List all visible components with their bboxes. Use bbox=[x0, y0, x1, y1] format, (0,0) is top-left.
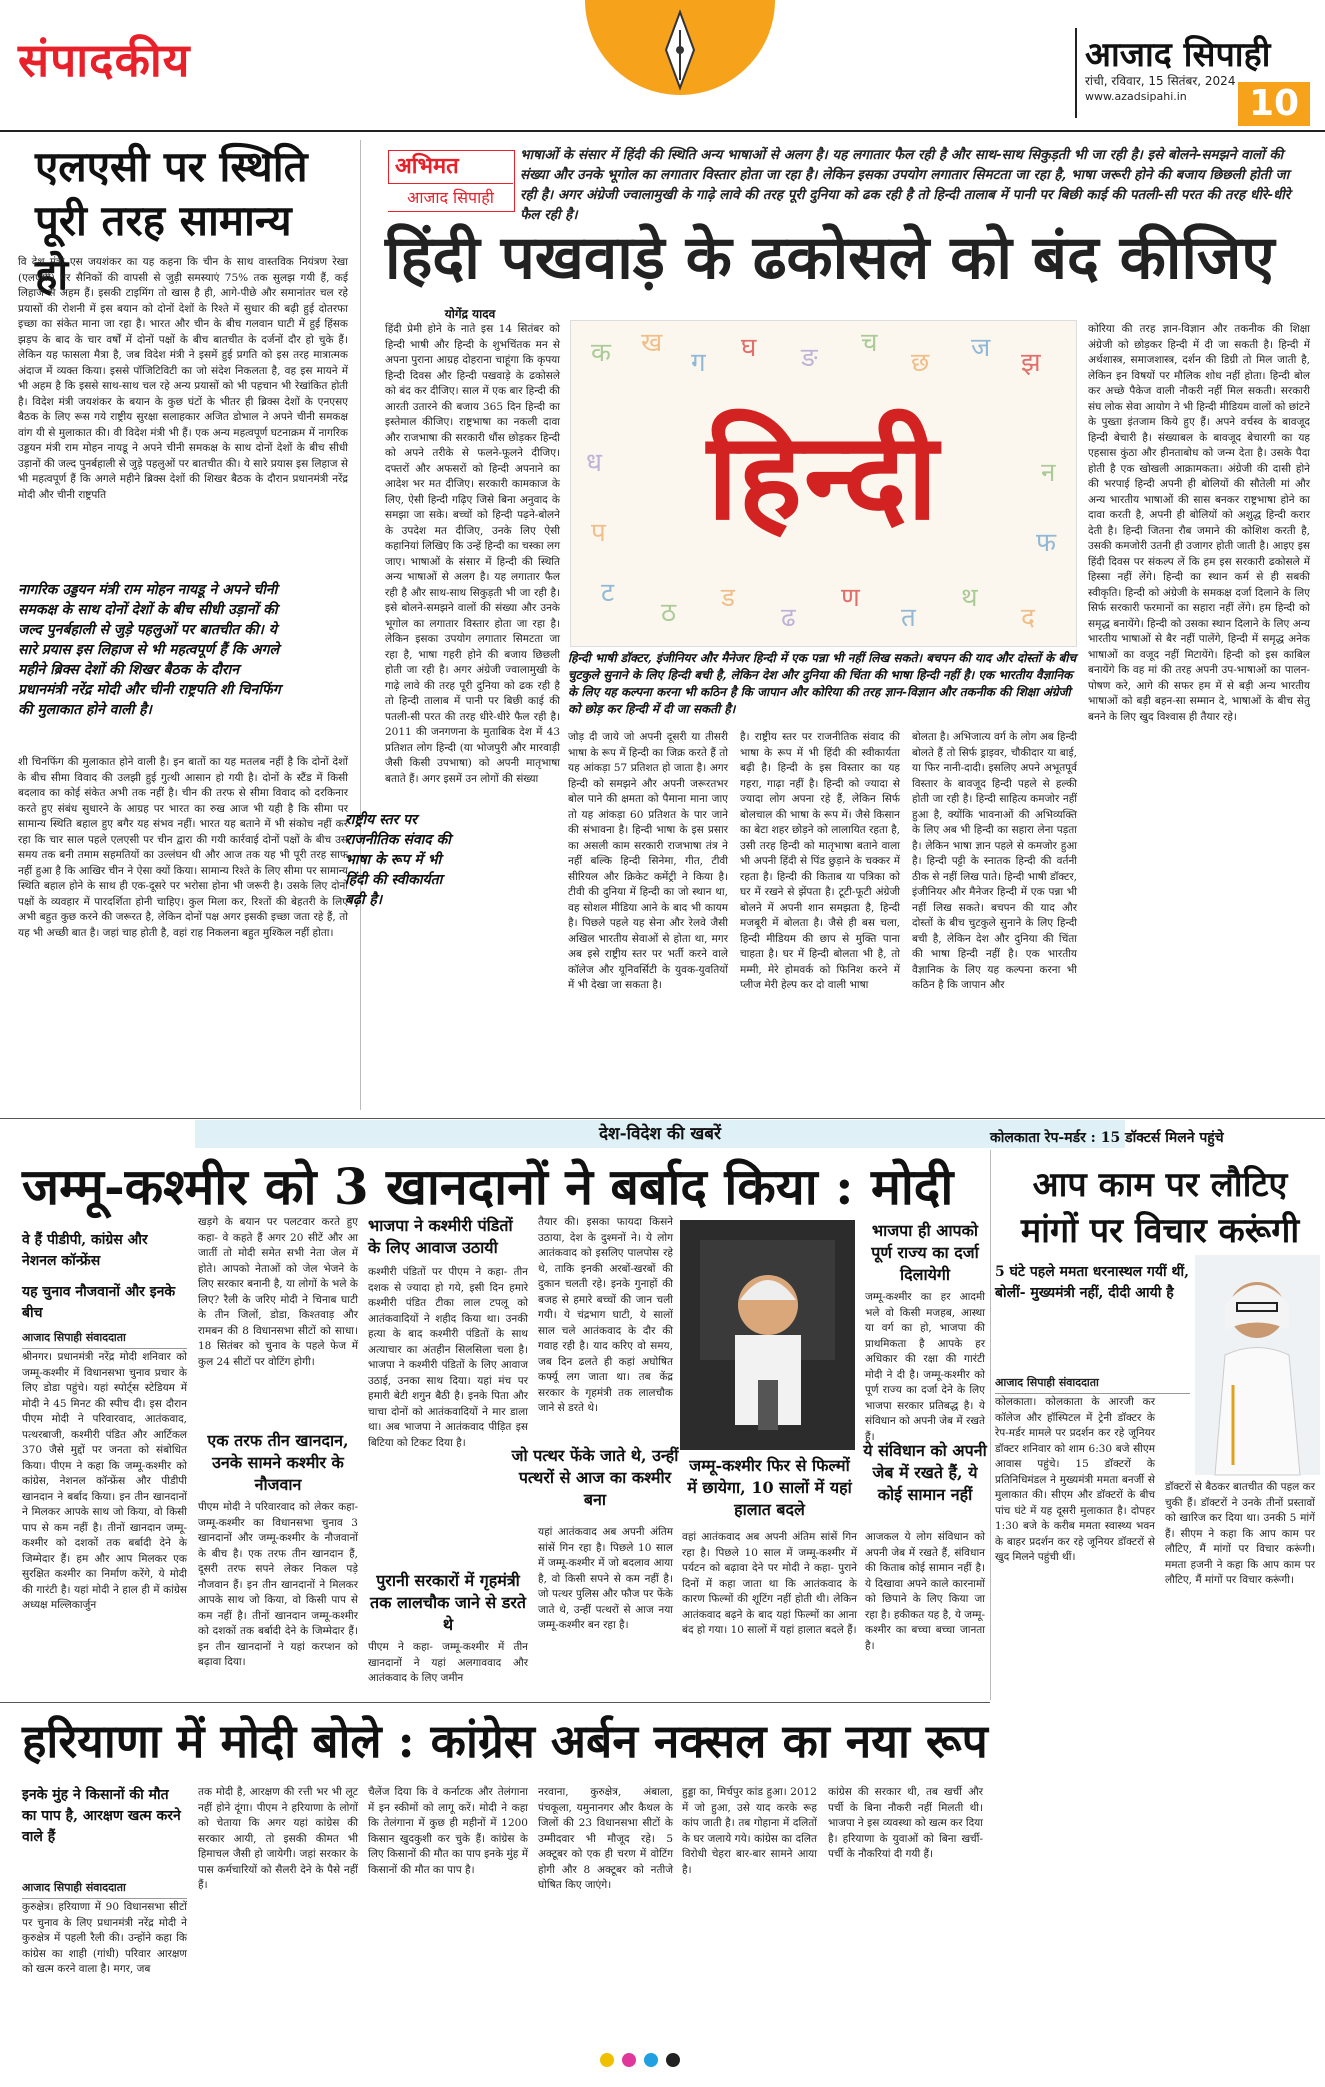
haryana-text: कांग्रेस की सरकार थी, तब खर्ची और पर्ची के बिना नौकरी नहीं मिलती थी। भाजपा ने इस व्यवस्था को खत्म कर दिया है। हरियाणा के युवाओं को बिना खर्ची-पर्ची के नौकरियां दी गयी हैं। bbox=[828, 1786, 983, 1860]
jk-text: पीएम मोदी ने परिवारवाद को लेकर कहा- जम्मू-कश्मीर का विधानसभा चुनाव 3 खानदानों और जम्मू-कश्मीर के नौजवानों के बीच है। एक तरफ तीन खानदान हैं, दूसरी तरफ सपने लेकर निकल पड़े नौजवान हैं। इन तीन खानदानों ने मिलकर आपके साथ जो किया, वो किसी पाप से कम नहीं है। तीनों खानदान जम्मू-कश्मीर को दशकों तक बर्बादी देने के जिम्मेदार हैं। इन तीन खानदानों ने यहां करप्शन को बढ़ावा दिया। bbox=[198, 1501, 358, 1668]
article-text: कोरिया की तरह ज्ञान-विज्ञान और तकनीक की शिक्षा अंग्रेजी को छोड़कर हिन्दी में दी जा सकती है। हिन्दी में अर्थशास्त्र, समाजशास्त्र, दर्शन की डिग्री तो मिल जाती है, लेकिन इन विषयों पर मौलिक शोध नहीं होता। हिन्दी बोल कर अच्छे पैकेज वाली नौकरी नहीं मिल सकती। सरकारी संघ लोक सेवा आयोग ने भी हिन्दी मीडियम वालों को छांटने के पुख्ता इंतजाम किये हुए हैं। अपने वर्चस्व के बावजूद हिन्दी बेचारी है। संख्याबल के बावजूद बेचारगी का यह एहसास कुंठा और हीनताबोध को जन्म देता है। उसके पैदा होती है एक खोखली आक्रामकता। अंग्रेजी की दासी होने की भरपाई हिन्दी अपनी ही बोलियों की सौतेली मां और अन्य भारतीय भाषाओं की सास बनकर राष्ट्रभाषा होने का दावा करती है, अपनी ही बोलियों को अशुद्ध हिन्दी करार देती है। हिन्दी जितना रौब जमाने की कोशिश करती है, उसकी कमजोरी उतनी ही उजागर होती जाती है। आइए इस हिंदी दिवस पर संकल्प लें कि हम इस सरकारी ढकोसले में हिस्सा नहीं लेंगे। हिन्दी का स्थान कर्म से ही सबकी स्वीकृति। हिन्दी को अंग्रेजी के समकक्ष दर्जा दिलाने के लिए सिर्फ सरकारी फरमानों का सहारा नहीं लेंगे। हम हिन्दी को समृद्ध बनायेंगे। हिन्दी को उसका स्थान दिलाने के लिए अन्य भारतीय भाषाओं से बैर नहीं पालेंगे, हिन्दी में समृद्ध अनेक भाषाओं का वजूद नहीं मिटायेंगे। हिन्दी को इस काबिल बनायेंगे कि वह मां की तरह अपनी उप-भाषाओं का पालन-पोषण करे, आगे की सफर हम में से बड़ी अन्य भारतीय भाषाओं को बड़ी बहन-सा सम्मान दे, भाषाओं के बीच सेतु बनने के लिए खुद विश्वास ही तैयार रहे। bbox=[1088, 323, 1310, 723]
column-divider bbox=[990, 1150, 991, 1700]
article-pullquote: राष्ट्रीय स्तर पर राजनीतिक संवाद की भाषा के रूप में भी हिंदी की स्वीकार्यता बढ़ी है। bbox=[345, 812, 451, 908]
article-col-3 bbox=[740, 730, 900, 1112]
article-text: है। राष्ट्रीय स्तर पर राजनीतिक संवाद की भाषा के रूप में भी हिंदी की स्वीकार्यता बढ़ी है। हिन्दी के इस विस्तार का यह गहरा, गाढ़ा नहीं है। हिन्दी को ज्यादा से ज्यादा लोग अपना रहे हैं, लेकिन सिर्फ बोलचाल की भाषा के रूप में। जैसे किसान का बेटा शहर छोड़ने को लालायित रहता है, उसी तरह हिन्दी को मातृभाषा बताने वाला भी अपनी हिंदी से पिंड छुड़ाने के चक्कर में रहता है। हिन्दी की किताब या पत्रिका को घर में रखने से झेंपता है। टूटी-फूटी अंग्रेजी बोलने में अपनी शान समझता है, हिन्दी मजबूरी में बोलता है। जैसे ही बस चला, हिन्दी मीडियम की छाप से मुक्ति पाना चाहता है। घर में हिन्दी बोलता भी है, तो मम्मी, मेरे होमवर्क को फिनिश करने में प्लीज मेरी हेल्प कर दो वाली भाषा bbox=[740, 731, 900, 991]
svg-text:ज: ज bbox=[971, 333, 991, 363]
jk-col-2b bbox=[198, 1500, 358, 1690]
jk-col-2a bbox=[198, 1215, 358, 1425]
jk-subhead-4: जो पत्थर फेंके जाते थे, उन्हीं पत्थरों से आज का कश्मीर बना bbox=[511, 1446, 679, 1509]
paper-url[interactable]: www.azadsipahi.in bbox=[1085, 90, 1187, 103]
svg-text:प: प bbox=[591, 518, 606, 548]
jk-subhead-5: भाजपा ही आपको पूर्ण राज्य का दर्जा दिलायेगी bbox=[871, 1221, 979, 1284]
jk-col-3b bbox=[368, 1640, 528, 1695]
svg-text:छ: छ bbox=[911, 348, 930, 378]
story-rule bbox=[0, 1702, 990, 1703]
registration-dot-icon bbox=[666, 2053, 680, 2067]
haryana-col-2 bbox=[198, 1785, 358, 2025]
editorial-body-top bbox=[18, 255, 348, 575]
image-caption: हिन्दी भाषी डॉक्टर, इंजीनियर और मैनेजर हिन्दी में एक पन्ना भी नहीं लिख सकते। बचपन की याद और दोस्तों के बीच चुटकुले सुनाने के लिए हिन्दी बची है, लेकिन देश और दुनिया की चिंता की भाषा हिन्दी नहीं है। एक भारतीय वैज्ञानिक के लिए यह कल्पना करना भी कठिन है कि जापान और कोरिया की तरह ज्ञान-विज्ञान और तकनीक की शिक्षा अंग्रेजी को छोड़ कर हिन्दी में दी जा सकती है। bbox=[568, 651, 1077, 716]
svg-text:क: क bbox=[591, 338, 611, 368]
jk-bullets bbox=[22, 1230, 187, 1334]
article-col-2 bbox=[568, 730, 728, 1112]
svg-text:त: त bbox=[901, 603, 916, 633]
svg-text:न: न bbox=[1041, 458, 1056, 488]
kolkata-tag: कोलकाता रेप-मर्डर : 15 डॉक्टर्स मिलने पहुंचे bbox=[990, 1130, 1224, 1146]
svg-text:ड: ड bbox=[721, 583, 735, 613]
editorial-headline: एलएसी पर स्थिति पूरी तरह सामान्य हो bbox=[35, 142, 308, 299]
jk-bullet: वे हैं पीडीपी, कांग्रेस और नेशनल कॉन्फ्रेंस bbox=[22, 1232, 148, 1269]
haryana-headline: हरियाणा में मोदी बोले : कांग्रेस अर्बन नक्सल का नया रूप bbox=[22, 1714, 988, 1768]
svg-text:थ: थ bbox=[961, 583, 978, 613]
jk-col-4b bbox=[538, 1525, 673, 1695]
band-rule bbox=[0, 1118, 1325, 1119]
editorial-paragraph: वि देश मंत्री एस जयशंकर का यह कहना कि चीन के साथ वास्तविक नियंत्रण रेखा (एलएसी) पर सैनिकों की वापसी से जुड़ी समस्याएं 75% तक सुलझ गयी हैं, कई लिहाज से अहम हैं। इसकी टाइमिंग तो खास है ही, आगे-पीछे और समानांतर चल रहे प्रयासों की रोशनी में इस बयान को दोनों देशों के रिश्ते में सुधार की बढ़ी हुई दोतरफा इच्छा का संकेत माना जा रहा है। भारत और चीन के बीच गलवान घाटी में हुई हिंसक झड़प के बाद के चार वर्षों में दोनों पक्षों के बीच बातचीत के दर्जनों दौर हो चुके हैं। लेकिन यह फासला मैत्रा है, जब विदेश मंत्री ने इसमें हुई प्रगति को इस तरह मात्रात्मक अंदाज में व्यक्त किया। इससे पॉजिटिविटी का जो संदेश निकलता है, वह इस मायने में भी अहम है कि इससे साथ-साथ चल रहे अन्य प्रयासों को भी पहचान भी रेखांकित होती है। विदेश मंत्री जयशंकर के बयान के कुछ घंटों के भीतर ही ब्रिक्स देशों के एनएसए बैठक के लिए रूस गये राष्ट्रीय सुरक्षा सलाहकार अजित डोभाल ने अपने चीनी समकक्ष वांग यी से मुलाकात की। वी विदेश मंत्री भी हैं। एक अन्य महत्वपूर्ण घटनाक्रम में नागरिक उड्डयन मंत्री राम मोहन नायडू ने अपने चीनी समकक्ष के साथ दोनों देशों के बीच सीधी उड़ानों की जल्द पुनर्बहाली से जुड़े पहलुओं पर बातचीत की। ये सारे प्रयास इस लिहाज से भी महत्वपूर्ण हैं कि अगले महीने ब्रिक्स देशों की शिखर बैठक के दौरान प्रधानमंत्री नरेंद्र मोदी और चीनी राष्ट्रपति bbox=[18, 256, 348, 501]
jk-subhead-2: भाजपा ने कश्मीरी पंडितों के लिए आवाज उठायी bbox=[368, 1216, 513, 1257]
svg-text:ण: ण bbox=[841, 583, 860, 613]
jk-col-6b bbox=[865, 1530, 985, 1695]
haryana-text: हुड्डा का, मिर्चपुर कांड हुआ। 2012 में जो हुआ, उसे याद करके रूह कांप जाती है। तब गोहाना में दलितों के घर जलाये गये। कांग्रेस का दलित विरोधी चेहरा बार-बार सामने आया है। bbox=[682, 1786, 817, 1876]
registration-dot-icon bbox=[600, 2053, 614, 2067]
jk-bullet: यह चुनाव नौजवानों और इनके बीच bbox=[22, 1284, 176, 1321]
haryana-text: नरवाना, कुरुक्षेत्र, अंबाला, पंचकूला, यमुनानगर और कैथल के जिलों की 23 विधानसभा सीटों के उम्मीदवार भी मौजूद रहे। 5 अक्टूबर को एक ही चरण में वोटिंग होगी और 8 अक्टूबर को नतीजे घोषित किए जाएंगे। bbox=[538, 1786, 673, 1891]
masthead bbox=[0, 0, 1325, 150]
haryana-text: चैलेंज दिया कि वे कर्नाटक और तेलंगाना में इन स्कीमों को लागू करें। मोदी ने कहा कि तेलंगाना में कुछ ही महीनों में 1200 किसान खुदकुशी कर चुके हैं। कांग्रेस के लिए किसानों की मौत का पाप इनके मुंह में किसानों की मौत का पाप है। bbox=[368, 1786, 528, 1876]
haryana-text: कुरुक्षेत्र। हरियाणा में 90 विधानसभा सीटों पर चुनाव के लिए प्रधानमंत्री नरेंद्र मोदी ने कुरुक्षेत्र में पहली रैली की। उन्होंने कहा कि कांग्रेस का शाही (गांधी) परिवार आरक्षण को खत्म करने वाला है। मगर, जब bbox=[22, 1901, 187, 1975]
jk-col-4 bbox=[538, 1215, 673, 1430]
jk-text: वहां आतंकवाद अब अपनी अंतिम सांसें गिन रहा है। पिछले 10 साल में जम्मू-कश्मीर में पर्यटन को बढ़ावा देने पर मोदी ने कहा- पुराने दिनों में कहा जाता था कि आतंकवाद के कारण फिल्मों की शूटिंग नहीं होती थी। लेकिन आतंकवाद बढ़ने के बाद यहां फिल्मों का आना बंद हो गया। 10 सालों में यहां हालात बदले हैं। bbox=[682, 1531, 857, 1636]
svg-text:च: च bbox=[861, 328, 878, 358]
article-col-4 bbox=[912, 730, 1077, 1112]
article-text: हिंदी प्रेमी होने के नाते इस 14 सितंबर को हिन्दी भाषी और हिन्दी के शुभचिंतक मन से अपना पुराना आग्रह दोहराना चाहूंगा कि कृपया हिन्दी दिवस और हिन्दी पखवाड़े के ढकोसले को बंद कर दीजिए। साल में एक बार हिन्दी की आरती उतारने की बजाय 365 दिन हिन्दी का इस्तेमाल कीजिए। राष्ट्रभाषा का नकली दावा और राजभाषा की सरकारी धौंस छोड़कर हिन्दी को अपने तरीके से फलने-फूलने दीजिए। दफ्तरों और अफसरों को हिन्दी अपनाने का आदेश भर मत दीजिए। सरकारी कामकाज के लिए, ऐसी हिन्दी गढ़िए जिसे बिना अनुवाद के समझा जा सके। बच्चों को हिन्दी पढ़ने-बोलने के उपदेश मत दीजिए, उनके लिए ऐसी कहानियां लिखिए कि उन्हें हिन्दी का चस्का लग जाए। भाषाओं के संसार में हिन्दी की स्थिति अन्य भाषाओं से अलग है। यह लगातार फैल रही है और साथ-साथ सिकुड़ती भी जा रही है। इसे बोलने-समझने वालों की संख्या और उनके भूगोल का लगातार विस्तार होता जा रहा है। लेकिन इसका उपयोग लगातार सिमटता जा रहा है, भाषा गहरी होने की बजाय छिछली होती जा रही है। अगर अंग्रेजी ज्वालामुखी के गाढ़े लावे की तरह पूरी दुनिया को ढक रही है तो हिन्दी तालाब में पानी पर बिछी काई की पतली-सी परत की तरह धीरे-धीरे फैल रही है। 2011 की जनगणना के मुताबिक देश में 43 प्रतिशत लोग हिन्दी (या भोजपुरी और मारवाड़ी जैसी किसी उपभाषा) को अपनी मातृभाषा बताते हैं। अगर इसमें उन लोगों की संख्या bbox=[385, 323, 560, 785]
mamata-photo bbox=[1195, 1255, 1320, 1475]
hindi-word-art: हिन्दी bbox=[707, 406, 940, 547]
svg-text:ढ: ढ bbox=[781, 603, 796, 633]
jk-col-1 bbox=[22, 1350, 187, 1690]
svg-text:ग: ग bbox=[691, 348, 706, 378]
page-number: 10 bbox=[1238, 82, 1310, 126]
jk-headline: जम्मू-कश्मीर को 3 खानदानों ने बर्बाद किया : मोदी bbox=[22, 1157, 954, 1216]
masthead-rule bbox=[0, 130, 1325, 132]
article-col-5 bbox=[1088, 322, 1310, 1112]
masthead-divider bbox=[1075, 28, 1077, 118]
modi-photo-caption: जम्मू-कश्मीर फिर से फिल्मों में छायेगा, 10 सालों में यहां हालात बदले bbox=[687, 1456, 852, 1519]
jk-text: खड़गे के बयान पर पलटवार करते हुए कहा- वे कहते हैं अगर 20 सीटें और आ जातीं तो मोदी समेत सभी नेता जेल में होते। आपको नेताओं को जेल भेजने के लिए सरकार बनानी है, या लोगों के भले के लिए? रैली के जरिए मोदी ने चिनाब घाटी के तीन जिलों, डोडा, किश्तवाड़ और रामबन की 8 विधानसभा सीटों को साधा। 18 सितंबर को चुनाव के पहले फेज में कुल 24 सीटों पर वोटिंग होगी। bbox=[198, 1216, 358, 1368]
article-headline: हिंदी पखवाड़े के ढकोसले को बंद कीजिए bbox=[385, 223, 1275, 293]
article-intro: भाषाओं के संसार में हिंदी की स्थिति अन्य भाषाओं से अलग है। यह लगातार फैल रही है और साथ-साथ सिकुड़ती भी जा रही है। इसे बोलने-समझने वालों की संख्या और उनके भूगोल का लगातार विस्तार होता जा रहा है। लेकिन इसका उपयोग लगातार सिमटता जा रहा है, भाषा जरूरी होने की बजाय छिछली होती जा रही है। अगर अंग्रेजी ज्वालामुखी के गाढ़े लावे की तरह पूरी दुनिया को ढक रही है तो हिन्दी तालाब में पानी पर बिछी काई की पतली-सी परत की तरह धीरे-धीरे फैल रही है। bbox=[520, 147, 1291, 223]
kolkata-bullet: 5 घंटे पहले ममता धरनास्थल गयीं थीं, बोलीं- मुख्यमंत्री नहीं, दीदी आयी है bbox=[995, 1264, 1189, 1301]
kolkata-text: डॉक्टरों से बैठकर बातचीत की पहल कर चुकी हैं। डॉक्टरों ने उनके तीनों प्रस्तावों को खारिज कर दिया था। उनकी 5 मांगें हैं। सीएम ने कहा कि आप काम पर लौटिए, मैं मांगों पर विचार करूंगी। ममता हजनी ने कहा कि आप काम पर लौटिए, मैं मांगों पर विचार करूंगी। bbox=[1165, 1481, 1315, 1586]
jk-text: आजकल ये लोग संविधान को अपनी जेब में रखते हैं, संविधान की किताब कोई सामान नहीं है। ये दिखावा अपने काले कारनामों को छिपाने के लिए किया जा रहा है। हकीकत यह है, ये जम्मू-कश्मीर का बच्चा बच्चा जानता है। bbox=[865, 1531, 986, 1652]
registration-dot-icon bbox=[644, 2053, 658, 2067]
article-text: जोड़ दी जाये जो अपनी दूसरी या तीसरी भाषा के रूप में हिन्दी का जिक्र करते हैं तो यह आंकड़ा 57 प्रतिशत हो जाता है। अगर हिन्दी को समझने और अपनी जरूरतभर बोल पाने की क्षमता को पैमाना माना जाए तो यह आंकड़ा 60 प्रतिशत के पार जाने की संभावना है। हिन्दी भाषा के इस प्रसार का असली काम सरकारी राजभाषा तंत्र ने नहीं बल्कि हिन्दी सिनेमा, गीत, टीवी सीरियल और क्रिकेट कमेंट्री ने किया है। टीवी की दुनिया में हिन्दी का जो स्थान था, वह सोशल मीडिया आने के बाद भी कायम है। पिछले पहले यह सेना और रेलवे जैसी अखिल भारतीय सेवाओं से होता था, मगर अब इसे राष्ट्रीय स्तर पर भर्ती करने वाले कॉलेज और यूनिवर्सिटी के युवक-युवतियों में भी देखा जा सकता है। bbox=[568, 731, 728, 991]
jk-byline: आजाद सिपाही संवाददाता bbox=[22, 1330, 187, 1349]
paper-name: आजाद सिपाही bbox=[1085, 35, 1271, 75]
haryana-byline: आजाद सिपाही संवाददाता bbox=[22, 1880, 187, 1899]
jk-text: यहां आतंकवाद अब अपनी अंतिम सांसें गिन रहा है। पिछले 10 साल में जम्मू-कश्मीर में जो बदलाव आया है, वो किसी सपने से कम नहीं है। जो पत्थर पुलिस और फौज पर फेंके जाते थे, उन्हीं पत्थरों से आज नया जम्मू-कश्मीर बन रहा है। bbox=[538, 1526, 673, 1631]
hindi-letters-image bbox=[570, 320, 1077, 647]
person-photo-icon bbox=[1195, 1255, 1320, 1475]
jk-subhead-1: एक तरफ तीन खानदान, उनके सामने कश्मीर के नौजवान bbox=[207, 1431, 349, 1494]
svg-text:ट: ट bbox=[601, 578, 615, 608]
kolkata-col-1 bbox=[995, 1395, 1155, 1700]
svg-text:ध: ध bbox=[586, 448, 602, 478]
haryana-col-6 bbox=[828, 1785, 983, 2025]
svg-text:ख: ख bbox=[641, 328, 663, 358]
jk-subhead-3: पुरानी सरकारों में गृहमंत्री तक लालचौक जाने से डरते थे bbox=[369, 1571, 527, 1634]
jk-col-5 bbox=[682, 1530, 857, 1695]
svg-text:घ: घ bbox=[741, 333, 757, 363]
column-divider bbox=[360, 140, 361, 1110]
jk-col-3a bbox=[368, 1265, 528, 1565]
jk-text: श्रीनगर। प्रधानमंत्री नरेंद्र मोदी शनिवार को जम्मू-कश्मीर में विधानसभा चुनाव प्रचार के लिए डोडा पहुंचे। यहां स्पोर्ट्स स्टेडियम में मोदी ने 45 मिनट की स्पीच दी। इस दौरान पीएम मोदी ने परिवारवाद, आतंकवाद, पत्थरबाजी, कश्मीरी पंडित और आर्टिकल 370 जैसे मुद्दों पर जनता को संबोधित किया। पीएम ने कहा कि जम्मू-कश्मीर को कांग्रेस, नेशनल कॉन्फ्रेंस और पीडीपी खानदान ने बर्बाद किया। इन तीन खानदानों ने मिलकर आपके साथ जो किया, वो किसी पाप से कम नहीं है। तीनों खानदान जम्मू-कश्मीर को दशकों तक बर्बादी देने के जिम्मेदार हैं। हम और आप मिलकर एक सुरक्षित कश्मीर का निर्माण करेंगे, ये मोदी की गारंटी है। यहां मोदी ने हाल ही में कांग्रेस अध्यक्ष मल्लिकार्जुन bbox=[22, 1351, 187, 1611]
haryana-bullet: इनके मुंह ने किसानों की मौत का पाप है, आरक्षण खत्म करने वाले हैं bbox=[22, 1787, 181, 1845]
editorial-paragraph: शी चिनफिंग की मुलाकात होने वाली है। इन बातों का यह मतलब नहीं है कि दोनों देशों के बीच सीमा विवाद की उलझी हुई गुत्थी आसान हो गयी है। दोनों के स्टैंड में किसी बदलाव का कोई संकेत अभी तक नहीं है। चीन की तरफ से सीमा विवाद को दरकिनार करते हुए संबंध सुधारने के आग्रह पर भारत का रुख आज भी यही है कि सीमा पर सामान्य स्थिति बहाल हुए बगैर यह संभव नहीं। भारत यह बताने में भी संकोच नहीं कर रहा कि चार साल पहले एलएसी पर चीन द्वारा की गयी कार्रवाई दोनों पक्षों के बीच उस समय तक बनी तमाम सहमतियों का उल्लंघन थी और आज तक यह भी पूरी तरह साफ नहीं हुआ है कि आखिर चीन ने ऐसा क्यों किया। सामान्य रिश्ते के लिए सीमा पर सामान्य स्थिति बहाल होने के साथ ही एक-दूसरे पर भरोसा होना भी जरूरी है। उसके लिए दोनों पक्षों के व्यवहार में पारदर्शिता होनी चाहिए। कुल मिला कर, रिश्तों की बेहतरी के लिए अभी बहुत कुछ करने की जरूरत है, लेकिन दोनों पक्ष अगर इसकी इच्छा जता रहे हैं, तो यह भी अच्छी बात है। जहां चाह होती है, वहां राह निकलना बहुत मुश्किल नहीं होता। bbox=[18, 756, 348, 939]
opinion-source-label: आजाद सिपाही bbox=[388, 183, 513, 211]
kolkata-byline: आजाद सिपाही संवाददाता bbox=[995, 1375, 1190, 1394]
registration-dot-icon bbox=[622, 2053, 636, 2067]
jk-text: जम्मू-कश्मीर का हर आदमी भले वो किसी मजहब, आस्था या वर्ग का हो, भाजपा की प्राथमिकता है आपके हर अधिकार की रक्षा की गारंटी मोदी ने दी है। जम्मू-कश्मीर को पूर्ण राज्य का दर्जा देने के लिए भाजपा सरकार प्रतिबद्ध है। ये संविधान को अपनी जेब में रखते हैं। bbox=[865, 1291, 985, 1443]
jk-text: पीएम ने कहा- जम्मू-कश्मीर में तीन खानदानों ने यहां अलगाववाद और आतंकवाद के लिए जमीन bbox=[368, 1641, 528, 1684]
jk-subhead-6: ये संविधान को अपनी जेब में रखते हैं, ये कोई सामान नहीं bbox=[863, 1441, 987, 1504]
svg-text:झ: झ bbox=[1021, 348, 1041, 378]
article-text: बोलता है। अभिजात्य वर्ग के लोग अब हिन्दी बोलते हैं तो सिर्फ ड्राइवर, चौकीदार या बाई, या फिर नानी-दादी। इसलिए अपने अभूतपूर्व विस्तार के बावजूद हिन्दी पहले से हल्की होती जा रही है। हिन्दी साहित्य कमजोर नहीं हुआ है, क्योंकि भावनाओं की अभिव्यक्ति के लिए अब भी हिन्दी का सहारा लेना पड़ता है। लेकिन भाषा ज्ञान पहले से कमजोर हुआ है। हिन्दी पट्टी के स्नातक हिन्दी की वर्तनी ठीक से नहीं लिख पाते। हिन्दी भाषी डॉक्टर, इंजीनियर और मैनेजर हिन्दी में एक पन्ना भी नहीं लिख सकते। बचपन की याद और दोस्तों के बीच चुटकुले सुनाने के लिए हिन्दी बची है, लेकिन देश और दुनिया की चिंता की भाषा हिन्दी नहीं है। एक भारतीय वैज्ञानिक के लिए यह कल्पना करना भी कठिन है कि जापान और bbox=[912, 731, 1077, 991]
haryana-col-1 bbox=[22, 1900, 187, 2025]
print-registration-marks bbox=[600, 2050, 740, 2070]
jk-col-6 bbox=[865, 1290, 985, 1443]
svg-text:ठ: ठ bbox=[661, 598, 677, 628]
haryana-col-3 bbox=[368, 1785, 528, 2025]
date-line: रांची, रविवार, 15 सितंबर, 2024 bbox=[1085, 74, 1236, 88]
editorial-pullquote: नागरिक उड्डयन मंत्री राम मोहन नायडू ने अपने चीनी समकक्ष के साथ दोनों देशों के बीच सीधी उड़ानों की जल्द पुनर्बहाली से जुड़े पहलुओं पर बातचीत की। ये सारे प्रयास इस लिहाज से भी महत्वपूर्ण हैं कि अगले महीने ब्रिक्स देशों की शिखर बैठक के दौरान प्रधानमंत्री नरेंद्र मोदी और चीनी राष्ट्रपति शी चिनफिंग की मुलाकात होने वाली है। bbox=[18, 582, 281, 718]
kolkata-col-2 bbox=[1165, 1480, 1315, 1700]
speaker-photo-icon bbox=[680, 1220, 855, 1450]
author-name: योगेंद्र यादव bbox=[444, 307, 496, 321]
jk-text: तैयार की। इसका फायदा किसने उठाया, देश के दुश्मनों ने। ये लोग आतंकवाद को इसलिए पालपोस रहे थे, ताकि इनकी अरबों-खरबों की दुकान चलती रहे। इनके गुनाहों की बजह से हमारे बच्चों की जान चली गयी। ये चंद्रभाग घाटी, ये सालों साल चले आतंकवाद के दौर की गवाह रही है। याद करिए वो समय, जब दिन ढलते ही कहां अघोषित कर्फ्यू लग जाता था। तब केंद्र सरकार के गृहमंत्री तक लालचौक जाने से डरते थे। bbox=[538, 1216, 673, 1414]
kolkata-headline: आप काम पर लौटिए मांगों पर विचार करूंगी bbox=[1020, 1165, 1300, 1251]
article-col-1 bbox=[385, 322, 560, 1112]
jk-text: कश्मीरी पंडितों पर पीएम ने कहा- तीन दशक से ज्यादा हो गये, इसी दिन हमारे कश्मीरी पंडित टीका लाल टपलू को आतंकवादियों ने शहीद किया था। उनकी हत्या के बाद कश्मीरी पंडितों के साथ अत्याचार का अंतहीन सिलसिला चला है। भाजपा ने कश्मीरी पंडितों के लिए आवाज उठाई, उनका साथ दिया। यहां मंच पर हमारी बेटी शगुन बैठी है। इनके पिता और चाचा दोनों को आतंकवादियों ने मार डाला था। अब भाजपा ने आतंकवाद पीड़ित इस बिटिया को टिकट दिया है। bbox=[368, 1266, 528, 1449]
svg-text:द: द bbox=[1021, 603, 1035, 633]
pen-nib-icon bbox=[660, 10, 700, 90]
svg-text:ङ: ङ bbox=[801, 343, 818, 373]
opinion-label: अभिमत bbox=[395, 153, 459, 179]
editorial-body-bottom bbox=[18, 755, 348, 1110]
section-title: संपादकीय bbox=[18, 33, 191, 87]
kolkata-text: कोलकाता। कोलकाता के आरजी कर कॉलेज और हॉस्पिटल में ट्रेनी डॉक्टर के रेप-मर्डर मामले पर प्रदर्शन कर रहे जूनियर डॉक्टर शनिवार को शाम 6:30 बजे सीएम आवास पहुंचे। 15 डॉक्टरों के प्रतिनिधिमंडल ने मुख्यमंत्री ममता बनर्जी से मुलाकात की। सीएम और डॉक्टरों के बीच पांच घंटे में यह दूसरी मुलाकात है। दोपहर 1:30 बजे के करीब ममता स्वास्थ्य भवन के बाहर प्रदर्शन कर रहे जूनियर डॉक्टरों से खुद मिलने पहुंची थीं। bbox=[995, 1396, 1155, 1563]
svg-text:फ: फ bbox=[1036, 528, 1057, 558]
haryana-col-5 bbox=[682, 1785, 817, 2025]
news-band-title: देश-विदेश की खबरें bbox=[599, 1124, 721, 1144]
modi-photo bbox=[680, 1220, 855, 1450]
haryana-col-4 bbox=[538, 1785, 673, 2025]
haryana-text: तक मोदी है, आरक्षण की रत्ती भर भी लूट नहीं होने दूंगा। पीएम ने हरियाणा के लोगों को चेताया कि अगर यहां कांग्रेस की सरकार आयी, तो इसकी कीमत भी हिमाचल जैसी हो जायेगी। जहां सरकार के पास कर्मचारियों को सैलरी देने के पैसे नहीं हैं। bbox=[198, 1786, 358, 1891]
